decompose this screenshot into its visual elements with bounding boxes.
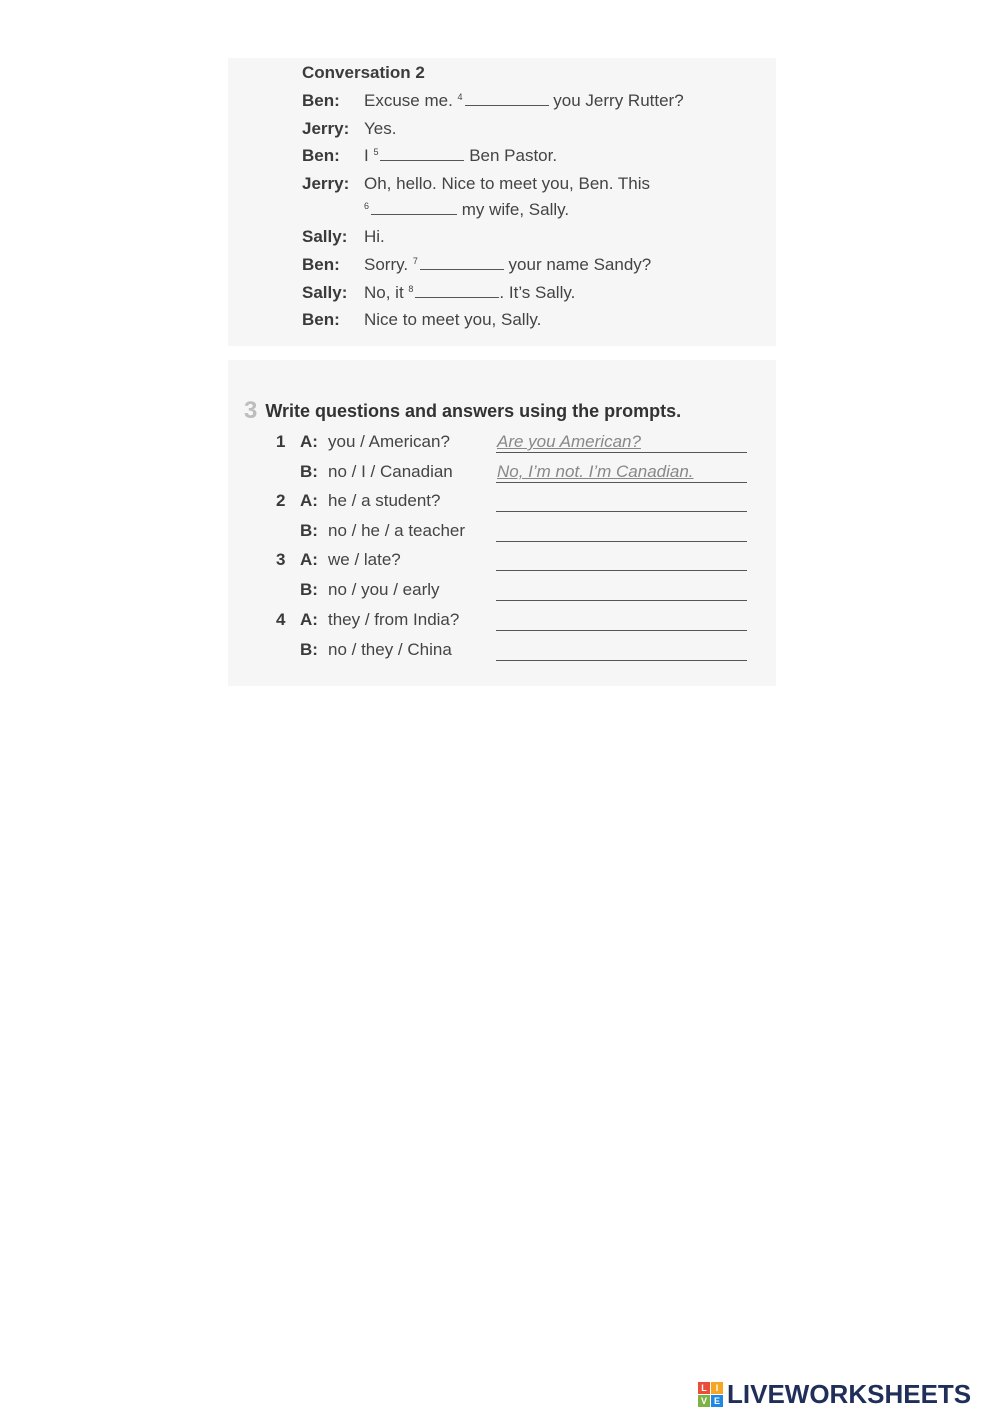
prompt-text: they / from India? bbox=[328, 610, 460, 629]
answer-field[interactable] bbox=[496, 491, 747, 512]
logo-letter: V bbox=[698, 1395, 710, 1407]
gap-blank-7[interactable] bbox=[420, 255, 504, 270]
logo-letter: I bbox=[711, 1382, 723, 1394]
speaker-label: Ben: bbox=[302, 91, 340, 110]
dialogue-text: Sorry. $^7$ your name Sandy? bbox=[364, 255, 652, 274]
speaker-a-label: A: bbox=[300, 491, 318, 510]
gap-blank-8[interactable] bbox=[415, 283, 499, 298]
dialogue-text: Hi. bbox=[364, 227, 385, 246]
answer-field[interactable] bbox=[496, 640, 747, 661]
speaker-label: Sally: bbox=[302, 227, 348, 246]
dialogue-text: $^6$ my wife, Sally. bbox=[364, 200, 570, 219]
prompt-text: no / I / Canadian bbox=[328, 462, 453, 481]
speaker-label: Ben: bbox=[302, 310, 340, 329]
speaker-b-label: B: bbox=[300, 462, 318, 481]
exercise-instruction: Write questions and answers using the prompts. bbox=[265, 401, 682, 421]
logo-letter: E bbox=[711, 1395, 723, 1407]
answer-field[interactable] bbox=[496, 521, 747, 542]
conversation-title: Conversation 2 bbox=[302, 63, 425, 82]
gap-blank-4[interactable] bbox=[465, 91, 549, 106]
prompt-text: you / American? bbox=[328, 432, 450, 451]
answer-field[interactable] bbox=[496, 610, 747, 631]
answer-field[interactable] bbox=[496, 580, 747, 601]
liveworksheets-logo bbox=[698, 1380, 971, 1408]
dialogue-text: No, it $^8$ . It’s Sally. bbox=[364, 283, 576, 302]
gap-blank-5[interactable] bbox=[380, 146, 464, 161]
logo-text: LIVEWORKSHEETS bbox=[727, 1378, 972, 1409]
dialogue-text: Excuse me. $^4$ you Jerry Rutter? bbox=[364, 91, 684, 110]
speaker-a-label: A: bbox=[300, 610, 318, 629]
item-number: 4 bbox=[276, 610, 286, 629]
exercise-number: 3 bbox=[244, 397, 258, 424]
speaker-a-label: A: bbox=[300, 550, 318, 569]
dialogue-text: I $^5$ Ben Pastor. bbox=[364, 146, 558, 165]
example-answer: Are you American? bbox=[497, 432, 641, 451]
speaker-label: Jerry: bbox=[302, 119, 350, 138]
prompt-text: no / he / a teacher bbox=[328, 521, 466, 540]
gap-blank-6[interactable] bbox=[371, 200, 457, 215]
item-number: 1 bbox=[276, 432, 286, 451]
exercise-heading bbox=[244, 396, 681, 424]
speaker-b-label: B: bbox=[300, 640, 318, 659]
logo-icon bbox=[698, 1382, 723, 1407]
prompt-text: no / you / early bbox=[328, 580, 440, 599]
logo-letter: L bbox=[698, 1382, 710, 1394]
item-number: 2 bbox=[276, 491, 286, 510]
speaker-b-label: B: bbox=[300, 580, 318, 599]
speaker-label: Ben: bbox=[302, 255, 340, 274]
speaker-label: Sally: bbox=[302, 283, 348, 302]
example-answer: No, I’m not. I’m Canadian. bbox=[497, 462, 694, 481]
dialogue-text: Yes. bbox=[364, 119, 397, 138]
prompt-text: we / late? bbox=[328, 550, 401, 569]
speaker-b-label: B: bbox=[300, 521, 318, 540]
speaker-label: Ben: bbox=[302, 146, 340, 165]
prompt-text: no / they / China bbox=[328, 640, 452, 659]
speaker-a-label: A: bbox=[300, 432, 318, 451]
dialogue-text: Oh, hello. Nice to meet you, Ben. This bbox=[364, 174, 650, 193]
answer-field[interactable] bbox=[496, 550, 747, 571]
dialogue-text: Nice to meet you, Sally. bbox=[364, 310, 542, 329]
prompt-text: he / a student? bbox=[328, 491, 441, 510]
item-number: 3 bbox=[276, 550, 286, 569]
speaker-label: Jerry: bbox=[302, 174, 350, 193]
